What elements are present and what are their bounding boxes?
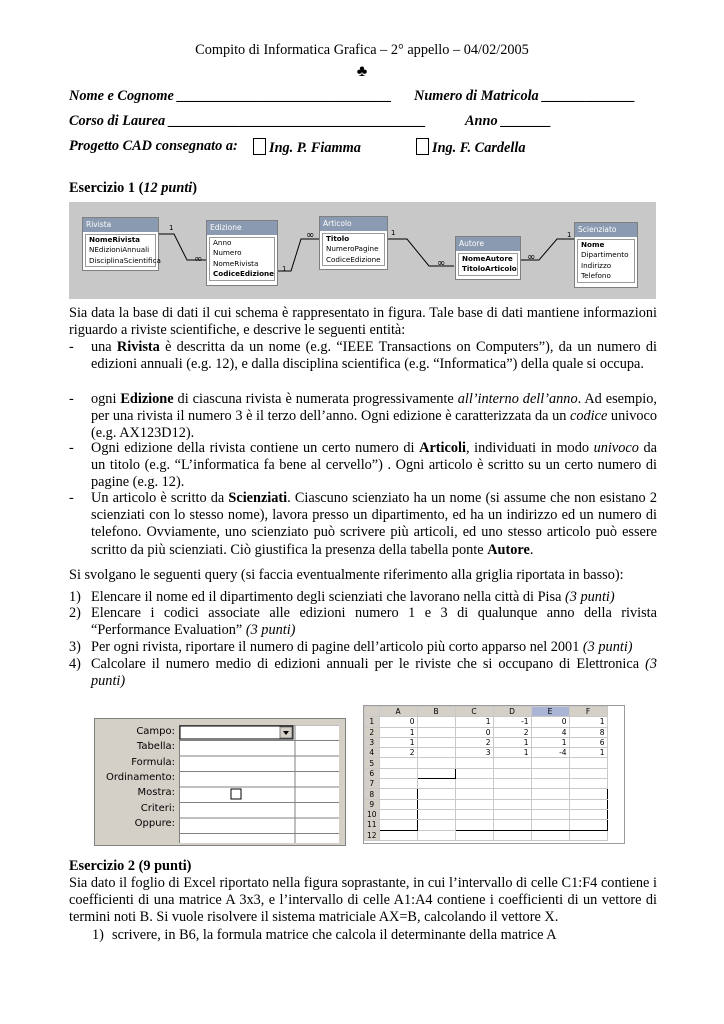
excel-cell[interactable] [531,830,569,840]
excel-cell[interactable]: 2 [493,727,531,737]
excel-cell[interactable] [417,748,455,758]
progetto-label: Progetto CAD consegnato a: [69,138,238,154]
excel-cell[interactable]: -1 [493,717,531,727]
table-edizione-title: Edizione [207,221,277,235]
field-anno: Anno [213,238,232,247]
excel-cell[interactable] [569,768,607,778]
excel-row [365,820,608,830]
exercise1-intro: Sia data la base di dati il cui schema è rappresentato in figura. Tale base di dati mantiene informazioni riguardo a riviste scientifiche, e descrive le seguenti entità: [69,305,657,339]
field-nomerivista: NomeRivista [89,235,141,244]
excel-cell[interactable] [493,758,531,768]
name-label: Nome e Cognome [69,88,174,104]
name-field[interactable]: ______________________________ [177,88,392,104]
field-nome: Nome [581,240,605,249]
excel-cell[interactable] [379,820,417,830]
excel-sheet [363,705,625,844]
excel-cell[interactable] [531,758,569,768]
excel-cell[interactable]: 0 [531,717,569,727]
excel-cell[interactable] [379,809,417,819]
bullet-edizione: - ogni Edizione di ciascuna rivista è numerata progressivamente all’interno dell’anno. Ad esempio, per una rivista il numero 3 è il terzo dell’anno. Ogni edizione è caratterizzata da un codice univoco (e.g. AX123D12). [69,391,657,442]
excel-row [365,779,608,789]
excel-cell[interactable] [531,820,569,830]
field-disciplina: DisciplinaScientifica [89,255,161,265]
excel-cell[interactable] [493,809,531,819]
rel-one-rivista: 1 [169,224,174,232]
table-rivista[interactable] [82,217,159,271]
query-design-grid [94,718,346,846]
excel-cell[interactable] [493,779,531,789]
excel-cell[interactable] [379,758,417,768]
excel-cell[interactable] [417,768,455,778]
exercise1-points: 12 punti [143,180,193,196]
checkbox-fiamma[interactable] [253,138,266,155]
excel-cell[interactable]: 3 [455,748,493,758]
query-1: 1) Elencare il nome ed il dipartimento degli scienziati che lavorano nella città di Pisa (3 punti) [69,589,615,605]
anno-row [465,113,551,130]
option-fiamma[interactable] [253,138,361,157]
excel-cell[interactable] [569,789,607,799]
excel-row [365,768,608,778]
table-scienziato-title: Scienziato [575,223,637,237]
excel-cell[interactable]: 2 [379,748,417,758]
option-cardella[interactable] [416,138,526,157]
table-scienziato[interactable] [574,222,638,288]
excel-cell[interactable] [417,789,455,799]
option-cardella-label: Ing. F. Cardella [432,140,526,156]
qbe-label-tabella: Tabella: [136,741,175,752]
bullet-scienziati: - Un articolo è scritto da Scienziati. Ciascuno scienziato ha un nome (si assume che non esistano 2 scienziati con lo stesso nome), lavora presso un dipartimento, ed ha un indirizzo ed un numero di telefono. Ovviamente, uno scienziato può scrivere più articoli, ed uno stesso articolo può essere scritto da più scienziati. Ciò giustifica la presenza della tabella ponte Autore. [69,490,657,558]
excel-cell[interactable]: 1 [455,717,493,727]
excel-row [365,727,608,737]
excel-row-header[interactable]: 1 [365,717,380,727]
excel-cell[interactable] [531,768,569,778]
excel-cell[interactable] [493,799,531,809]
excel-col-header[interactable]: F [569,707,607,717]
excel-cell[interactable] [379,830,417,840]
excel-cell[interactable]: 4 [531,727,569,737]
excel-cell[interactable] [569,820,607,830]
excel-cell[interactable] [569,809,607,819]
exercise1-title: Esercizio 1 [69,180,136,196]
field-dipartimento: Dipartimento [581,250,629,260]
excel-cell[interactable]: 8 [569,727,607,737]
rel-many-autore1: ∞ [437,258,446,269]
club-symbol: ♣ [356,63,368,80]
excel-col-header[interactable]: A [379,707,417,717]
excel-row [365,799,608,809]
excel-row-header[interactable]: 8 [365,789,380,799]
excel-row-header[interactable]: 9 [365,799,380,809]
excel-cell[interactable] [417,737,455,747]
rel-one-articolo: 1 [391,229,396,237]
excel-cell[interactable] [379,779,417,789]
excel-cell[interactable] [379,799,417,809]
excel-row [365,737,608,747]
excel-cell[interactable] [417,809,455,819]
table-autore-title: Autore [456,237,520,251]
excel-row [365,830,608,840]
rel-one-edizione: 1 [282,265,287,273]
rel-one-scienziato: 1 [567,231,572,239]
corso-field[interactable]: ____________________________________ [168,113,427,129]
excel-row [365,789,608,799]
excel-cell[interactable] [379,768,417,778]
excel-row [365,717,608,727]
excel-row [365,809,608,819]
excel-cell[interactable] [455,809,493,819]
excel-corner[interactable] [365,707,380,717]
excel-cell[interactable] [455,789,493,799]
field-nomerivista-ed: NomeRivista [213,258,259,268]
excel-cell[interactable] [455,830,493,840]
bullet-articoli: - Ogni edizione della rivista contiene un certo numero di Articoli, individuati in modo univoco da un titolo (e.g. “L’informatica fa bene al cervello”) . Ogni articolo è scritto su un certo numero di pagine (e.g. 12). [69,440,657,491]
field-nomeautore: NomeAutore [462,254,513,263]
excel-cell[interactable] [493,830,531,840]
query-3: 3) Per ogni rivista, riportare il numero di pagine dell’articolo più corto apparso nel 2001 (3 punti) [69,639,633,655]
matricola-label: Numero di Matricola [414,88,539,104]
excel-cell[interactable]: 1 [379,737,417,747]
anno-field[interactable]: _______ [501,113,552,129]
excel-cell[interactable]: 2 [455,737,493,747]
excel-row [365,758,608,768]
field-titolo: Titolo [326,234,350,243]
excel-col-header[interactable]: C [455,707,493,717]
qbe-label-criteri: Criteri: [140,803,175,814]
corso-row [69,113,426,130]
excel-cell[interactable] [531,799,569,809]
qbe-label-campo: Campo: [136,726,175,737]
query-4: 4) Calcolare il numero medio di edizioni annuali per le riviste che si occupano di Elettronica (3 punti) [69,656,657,690]
excel-cell[interactable] [569,799,607,809]
qbe-label-formula: Formula: [131,757,175,768]
excel-cell[interactable]: -4 [531,748,569,758]
query-intro: Si svolgano le seguenti query (si faccia eventualmente riferimento alla griglia riportata in basso): [69,567,624,583]
excel-cell[interactable] [531,779,569,789]
excel-cell[interactable] [569,779,607,789]
excel-col-header[interactable]: D [493,707,531,717]
excel-cell[interactable] [455,779,493,789]
rel-many-articolo: ∞ [306,230,315,241]
excel-cell[interactable] [455,820,493,830]
qbe-label-mostra: Mostra: [137,787,175,798]
bullet-rivista: - una Rivista è descritta da un nome (e.g. “IEEE Transactions on Computers”), da un numero di edizioni annuali (e.g. 12), e dalla disciplina scientifica (e.g. “Informatica”) della quale si occupa. [69,339,658,373]
excel-row [365,748,608,758]
excel-row-header[interactable]: 3 [365,737,380,747]
excel-cell[interactable] [493,768,531,778]
exercise2-item-1: 1) scrivere, in B6, la formula matrice che calcola il determinante della matrice A [92,927,557,943]
field-codiceedizione: CodiceEdizione [213,269,275,279]
rel-many-edizione: ∞ [194,254,203,265]
excel-cell[interactable] [531,809,569,819]
field-numeropagine: NumeroPagine [326,244,379,254]
excel-cell[interactable] [455,758,493,768]
excel-cell[interactable]: 1 [569,748,607,758]
option-fiamma-label: Ing. P. Fiamma [269,140,361,156]
exercise2-text: Sia dato il foglio di Excel riportato nella figura soprastante, in cui l’intervallo di celle C1:F4 contiene i coefficienti di una matrice A 3x3, e l’intervallo di celle A1:A4 contiene i coefficienti di un vettore di termini noti B. Si vuole risolvere il sistema matriciale AX=B, calcolando il vettore X. [69,875,657,926]
excel-cell[interactable] [493,789,531,799]
excel-cell[interactable]: 1 [379,727,417,737]
matricola-row [414,88,635,105]
field-telefono: Telefono [581,271,611,281]
excel-row-header[interactable]: 7 [365,779,380,789]
excel-cell[interactable] [455,799,493,809]
excel-row-header[interactable]: 11 [365,820,380,830]
excel-row-header[interactable]: 2 [365,727,380,737]
table-rivista-title: Rivista [83,218,158,232]
excel-cell[interactable]: 1 [493,737,531,747]
excel-row-header[interactable]: 5 [365,758,380,768]
excel-cell[interactable] [417,717,455,727]
excel-row-header[interactable]: 6 [365,768,380,778]
exercise1-heading: Esercizio 1 (12 punti) [69,180,198,196]
field-codiceedizione-art: CodiceEdizione [326,254,381,264]
excel-cell[interactable] [417,820,455,830]
excel-row-header[interactable]: 10 [365,809,380,819]
table-autore[interactable] [455,236,521,280]
database-schema [69,202,656,299]
page-title: Compito di Informatica Grafica – 2° appello – 04/02/2005 [195,42,529,58]
excel-row-header[interactable]: 12 [365,830,380,840]
qbe-label-oppure: Oppure: [134,818,175,829]
checkbox-cardella[interactable] [416,138,429,155]
excel-cell[interactable]: 0 [455,727,493,737]
excel-cell[interactable] [569,758,607,768]
excel-cell[interactable] [417,779,455,789]
excel-grid[interactable] [364,706,608,841]
excel-cell[interactable] [531,789,569,799]
excel-cell[interactable]: 6 [569,737,607,747]
excel-cell[interactable] [455,768,493,778]
field-nedizioni: NEdizioniAnnuali [89,245,150,255]
corso-label: Corso di Laurea [69,113,166,129]
excel-row-header[interactable]: 4 [365,748,380,758]
excel-col-header[interactable]: E [531,707,569,717]
excel-cell[interactable]: 1 [531,737,569,747]
table-edizione[interactable] [206,220,278,286]
qbe-label-ordinamento: Ordinamento: [105,772,175,783]
qbe-cells[interactable] [179,725,345,843]
excel-cell[interactable]: 0 [379,717,417,727]
table-articolo-title: Articolo [320,217,387,231]
name-row [69,88,392,105]
anno-label: Anno [465,113,498,129]
excel-col-header[interactable]: B [417,707,455,717]
excel-cell[interactable] [417,758,455,768]
exercise2-title: Esercizio 2 (9 punti) [69,858,192,874]
excel-cell[interactable] [417,727,455,737]
field-titoloarticolo: TitoloArticolo [462,264,517,274]
excel-cell[interactable]: 1 [569,717,607,727]
field-numero: Numero [213,248,242,258]
excel-cell[interactable] [493,820,531,830]
query-2: 2) Elencare i codici associate alle edizioni numero 1 e 3 di qualunque anno della rivista “Performance Evaluation” (3 punti) [69,605,657,639]
field-indirizzo: Indirizzo [581,260,612,270]
excel-cell[interactable]: 1 [493,748,531,758]
excel-cell[interactable] [379,789,417,799]
table-articolo[interactable] [319,216,388,270]
matricola-field[interactable]: _____________ [542,88,636,104]
rel-many-autore2: ∞ [527,252,536,263]
excel-cell[interactable] [569,830,607,840]
excel-cell[interactable] [417,830,455,840]
excel-cell[interactable] [417,799,455,809]
